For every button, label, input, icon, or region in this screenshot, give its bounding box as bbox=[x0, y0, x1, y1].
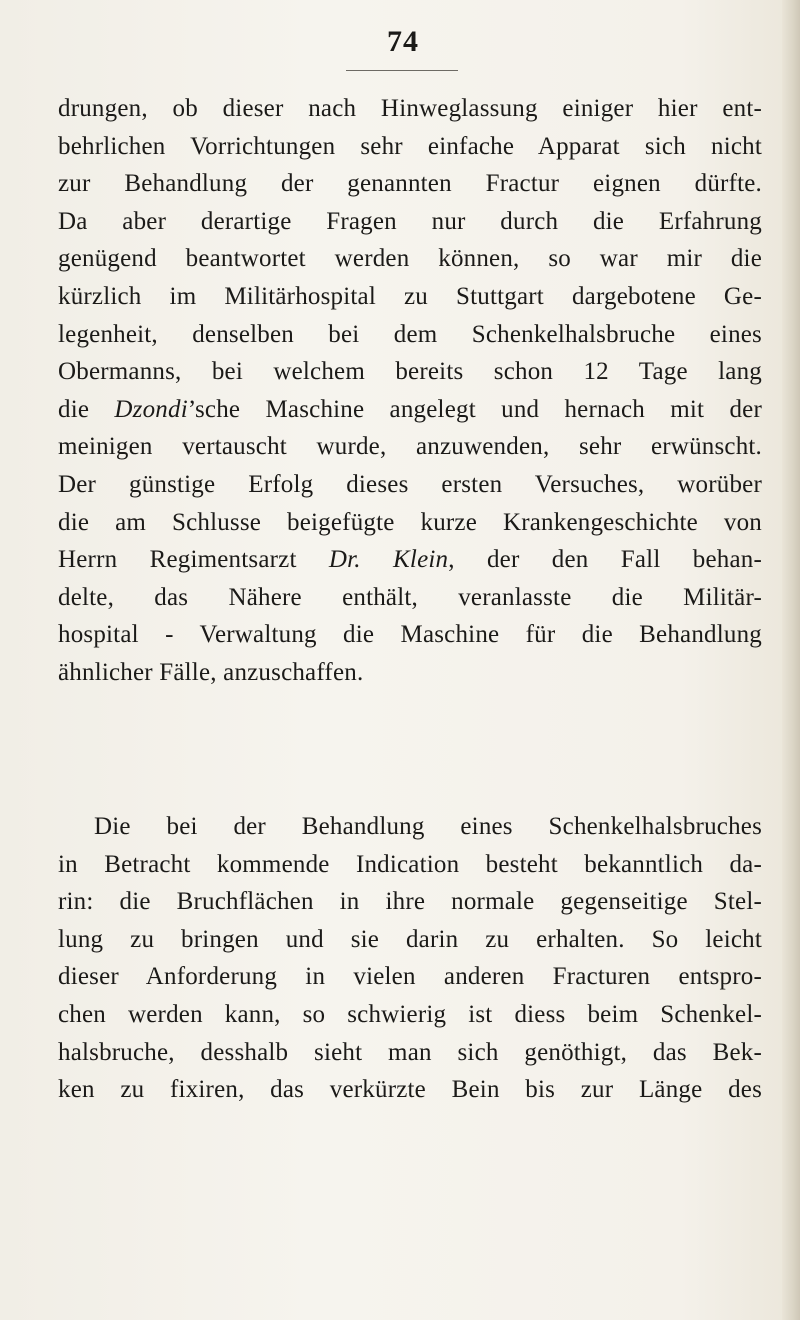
page-number: 74 bbox=[387, 25, 419, 58]
text-line: kürzlich im Militärhospital zu Stuttgart dargebotene Ge- bbox=[58, 282, 762, 310]
text-fragment: die bbox=[58, 395, 115, 423]
person-name-dzondi: Dzondi bbox=[114, 395, 188, 423]
text-line: genügend beantwortet werden können, so war mir die bbox=[58, 245, 762, 273]
text-fragment: ’sche Maschine angelegt und hernach mit der bbox=[187, 395, 763, 423]
text-line: rin: die Bruchflächen in ihre normale gegenseitige Stel- bbox=[58, 888, 762, 916]
header-rule bbox=[346, 70, 458, 71]
text-line: Obermanns, bei welchem bereits schon 12 Tage lang bbox=[58, 358, 762, 386]
text-fragment: , der den Fall behan- bbox=[448, 546, 762, 574]
text-line: in Betracht kommende Indication besteht bekanntlich da- bbox=[58, 850, 762, 878]
text-line: halsbruche, desshalb sieht man sich genöthigt, das Bek- bbox=[58, 1038, 762, 1066]
text-line: hospital - Verwaltung die Maschine für die Behandlung bbox=[58, 621, 762, 649]
text-line: behrlichen Vorrichtungen sehr einfache Apparat sich nicht bbox=[58, 132, 762, 160]
text-line: ken zu fixiren, das verkürzte Bein bis zur Länge des bbox=[58, 1076, 762, 1104]
text-line: Da aber derartige Fragen nur durch die Erfahrung bbox=[58, 207, 762, 235]
text-fragment: Herrn Regimentsarzt bbox=[58, 546, 329, 574]
text-line: drungen, ob dieser nach Hinweglassung einiger hier ent- bbox=[58, 95, 762, 122]
text-line: delte, das Nähere enthält, veranlasste die Militär- bbox=[58, 583, 762, 611]
text-line bbox=[58, 391, 762, 429]
text-line: ähnlicher Fälle, anzuschaffen. bbox=[58, 658, 364, 686]
text-line: zur Behandlung der genannten Fractur eignen dürfte. bbox=[58, 170, 762, 198]
page-edge-shadow bbox=[782, 0, 800, 1320]
person-name-klein: Dr. Klein bbox=[328, 546, 449, 574]
text-line: meinigen vertauscht wurde, anzuwenden, sehr erwünscht. bbox=[58, 433, 762, 461]
text-line: legenheit, denselben bei dem Schenkelhalsbruche eines bbox=[58, 320, 762, 348]
text-line: dieser Anforderung in vielen anderen Fracturen entspro- bbox=[58, 963, 762, 991]
paragraph-1 bbox=[58, 90, 762, 692]
text-line: Die bei der Behandlung eines Schenkelhalsbruches bbox=[94, 813, 762, 840]
paragraph-2 bbox=[58, 808, 762, 1109]
text-line: die am Schlusse beigefügte kurze Krankengeschichte von bbox=[58, 508, 762, 536]
text-line bbox=[58, 541, 762, 579]
text-line: lung zu bringen und sie darin zu erhalten. So leicht bbox=[58, 925, 762, 953]
text-line: Der günstige Erfolg dieses ersten Versuches, worüber bbox=[58, 470, 762, 498]
text-line: chen werden kann, so schwierig ist diess beim Schenkel- bbox=[58, 1000, 762, 1028]
